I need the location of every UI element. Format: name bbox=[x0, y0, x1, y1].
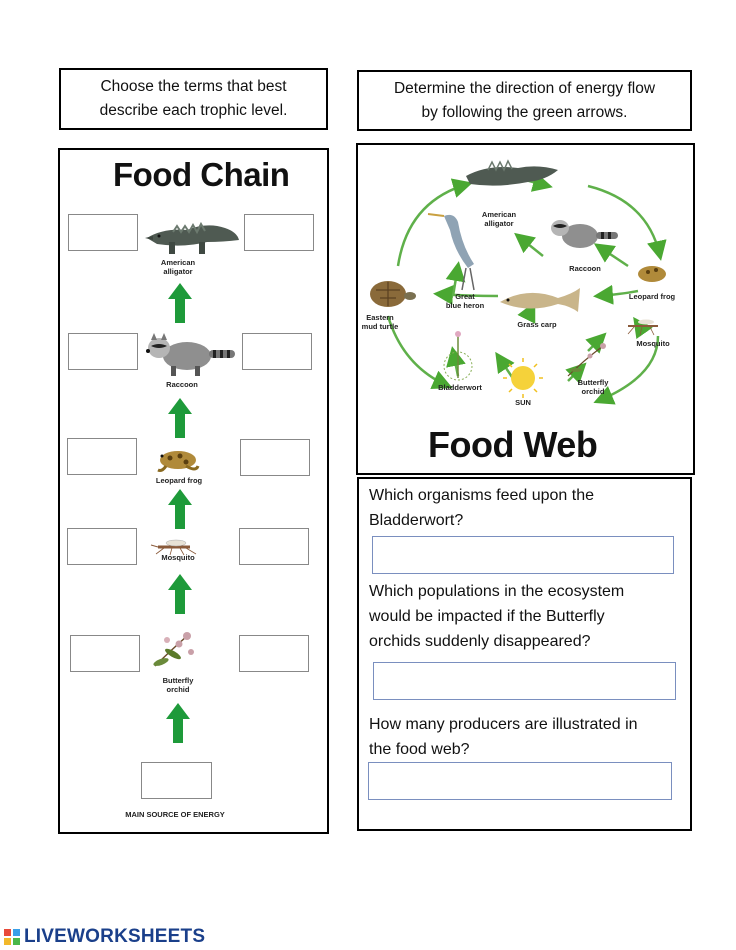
food-chain-title: Food Chain bbox=[113, 156, 290, 193]
raccoon-illustration bbox=[145, 330, 237, 378]
answer-field-question-2[interactable] bbox=[373, 662, 676, 700]
answer-box-raccoon-right[interactable] bbox=[242, 333, 312, 370]
web-label-sun: SUN bbox=[515, 398, 531, 407]
alligator-illustration bbox=[143, 202, 243, 258]
answer-field-question-3[interactable] bbox=[368, 762, 672, 800]
answer-box-orchid-right[interactable] bbox=[239, 635, 309, 672]
leopard-frog-caption: Leopard frog bbox=[155, 476, 203, 485]
butterfly-orchid-caption: Butterfly orchid bbox=[162, 676, 194, 694]
energy-source-caption: MAIN SOURCE OF ENERGY bbox=[125, 810, 225, 819]
arrow-up-icon bbox=[168, 574, 192, 614]
arrow-up-icon bbox=[168, 283, 192, 323]
answer-box-frog-left[interactable] bbox=[67, 438, 137, 475]
answer-box-alligator-right[interactable] bbox=[244, 214, 314, 251]
web-label-carp: Grass carp bbox=[517, 320, 557, 329]
footer-brand: LIVEWORKSHEETS bbox=[24, 926, 206, 947]
answer-box-frog-right[interactable] bbox=[240, 439, 310, 476]
answer-box-energy-source[interactable] bbox=[141, 762, 212, 799]
left-instruction-line1: Choose the terms that best bbox=[100, 78, 287, 95]
left-instruction-box bbox=[59, 68, 328, 130]
web-label-heron: Great blue heron bbox=[445, 292, 485, 310]
butterfly-orchid-illustration bbox=[147, 626, 199, 674]
left-instruction-line2: describe each trophic level. bbox=[99, 102, 288, 119]
right-instruction-line2: by following the green arrows. bbox=[421, 103, 628, 121]
answer-box-mosquito-right[interactable] bbox=[239, 528, 309, 565]
web-label-bladderwort: Bladderwort bbox=[438, 383, 482, 392]
mosquito-caption: Mosquito bbox=[161, 553, 195, 562]
alligator-caption: American alligator bbox=[160, 258, 196, 276]
answer-box-orchid-left[interactable] bbox=[70, 635, 140, 672]
answer-box-raccoon-left[interactable] bbox=[68, 333, 138, 370]
food-web-title: Food Web bbox=[428, 424, 598, 465]
question-1-text: Which organisms feed upon the Bladderwort? bbox=[369, 487, 595, 529]
web-label-orchid: Butterfly orchid bbox=[577, 378, 609, 396]
question-3-text: How many producers are illustrated in the food web? bbox=[369, 716, 638, 758]
answer-box-alligator-left[interactable] bbox=[68, 214, 138, 251]
arrow-up-icon bbox=[168, 489, 192, 529]
answer-field-question-1[interactable] bbox=[372, 536, 674, 574]
food-web-diagram bbox=[358, 146, 692, 416]
question-2-text: Which populations in the ecosystem would be impacted if the Butterfly orchids suddenly disappeared? bbox=[369, 583, 625, 650]
right-instruction-line1: Determine the direction of energy flow bbox=[393, 79, 656, 97]
arrow-up-icon bbox=[168, 398, 192, 438]
arrow-up-icon bbox=[166, 703, 190, 743]
web-label-raccoon: Raccoon bbox=[569, 264, 601, 273]
raccoon-caption: Raccoon bbox=[166, 380, 198, 389]
web-label-turtle: Eastern mud turtle bbox=[361, 313, 399, 331]
answer-box-mosquito-left[interactable] bbox=[67, 528, 137, 565]
web-label-alligator: American alligator bbox=[481, 210, 517, 228]
right-instruction-box bbox=[357, 70, 692, 131]
liveworksheets-logo-icon bbox=[4, 929, 20, 945]
web-label-frog: Leopard frog bbox=[628, 292, 676, 301]
web-label-mosquito: Mosquito bbox=[636, 339, 670, 348]
leopard-frog-illustration bbox=[156, 446, 200, 474]
